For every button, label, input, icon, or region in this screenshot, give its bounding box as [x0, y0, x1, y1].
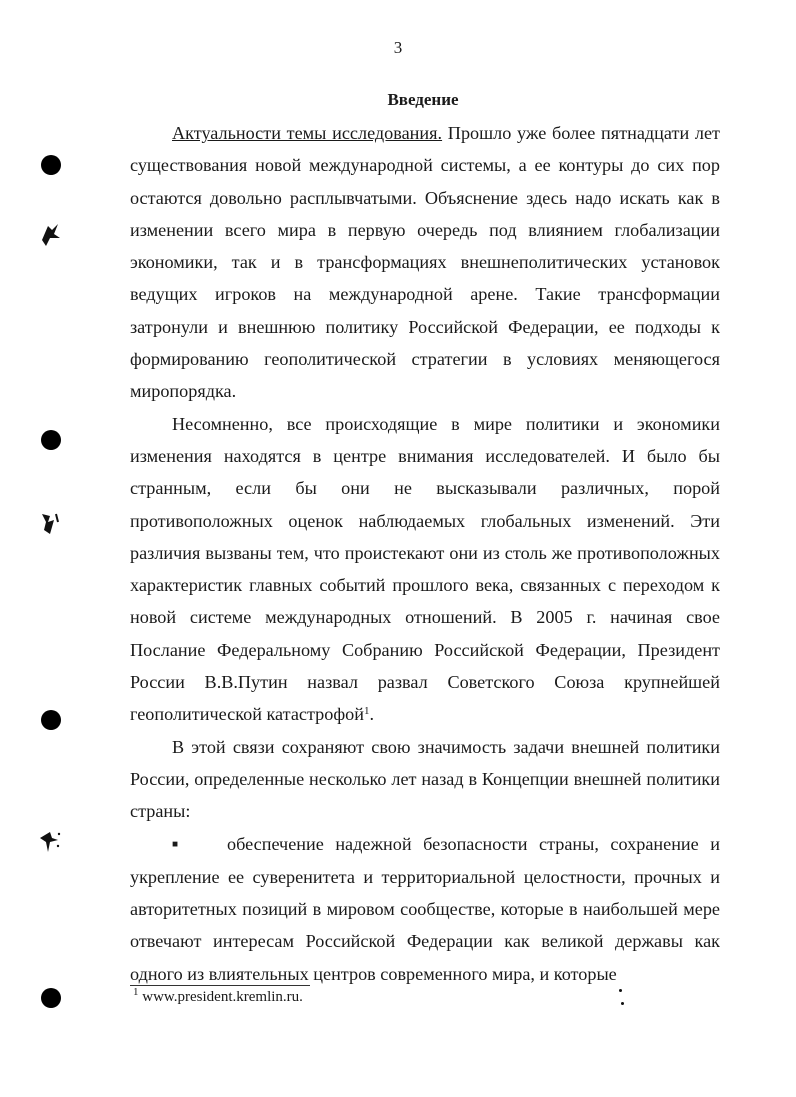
body-text: [130, 117, 720, 990]
speck-icon: [619, 989, 622, 992]
paragraph-2: [130, 408, 720, 731]
paragraph-1-text: Прошло уже более пятнадцати лет существования новой международной системы, а ее контуры до сих пор остаются довольно расплывчатыми. Объяснение здесь надо искать как в изменении всего мира в первую очередь под влиянием глобализации экономики, так и в трансформациях внешнеполитических установок ведущих игроков на международной арене. Такие трансформации затронули и внешнюю политику Российской Федерации, ее подходы к формированию геополитической стратегии в условиях меняющегося миропорядка.: [130, 123, 721, 402]
scan-mark-icon: [36, 220, 62, 248]
footnote-marker: 1: [133, 986, 139, 998]
binder-hole-icon: [41, 430, 61, 450]
bullet-item-text: обеспечение надежной безопасности страны, сохранение и укрепление ее суверенитета и территориальной целостности, прочных и авторитетных позиций в мировом сообществе, которые в наибольшей мере отвечают интересам Российской Федерации как великой державы как одного из влиятельных центров современного мира, и которые: [130, 833, 720, 984]
paragraph-2-end: .: [369, 704, 374, 725]
paragraph-1: [130, 117, 720, 408]
binder-hole-icon: [41, 155, 61, 175]
speck-icon: [621, 1002, 624, 1005]
footnote-text: www.president.kremlin.ru.: [138, 989, 303, 1005]
binder-hole-icon: [41, 710, 61, 730]
bullet-square-icon: ■: [172, 838, 179, 850]
page-number: 3: [393, 38, 403, 57]
paragraph-2-text: Несомненно, все происходящие в мире политики и экономики изменения находятся в центре внимания исследователей. И было бы странным, если бы они не высказывали различных, порой противоположных оценок наблюдаемых глобальных изменений. Эти различия вызваны тем, что проистекают они из столь же противоположных характеристик главных событий прошлого века, связанных с переходом к новой системе международных отношений. В 2005 г. начиная свое Послание Федеральному Собранию Российской Федерации, Президент России В.В.Путин назвал развал Советского Союза крупнейшей геополитической катастрофой: [130, 413, 720, 725]
scan-mark-icon: [36, 508, 62, 536]
footnote: [133, 986, 303, 1006]
footnote-rule: [130, 985, 310, 986]
binder-hole-icon: [41, 988, 61, 1008]
topic-relevance-label: Актуальности темы исследования.: [172, 123, 443, 143]
bullet-item: [130, 828, 720, 990]
scan-mark-icon: [36, 826, 62, 854]
section-heading: Введение: [387, 90, 459, 109]
paragraph-3: В этой связи сохраняют свою значимость задачи внешней политики России, определенные несколько лет назад в Концепции внешней политики страны:: [130, 736, 720, 822]
footnote-reference[interactable]: 1: [363, 705, 370, 718]
